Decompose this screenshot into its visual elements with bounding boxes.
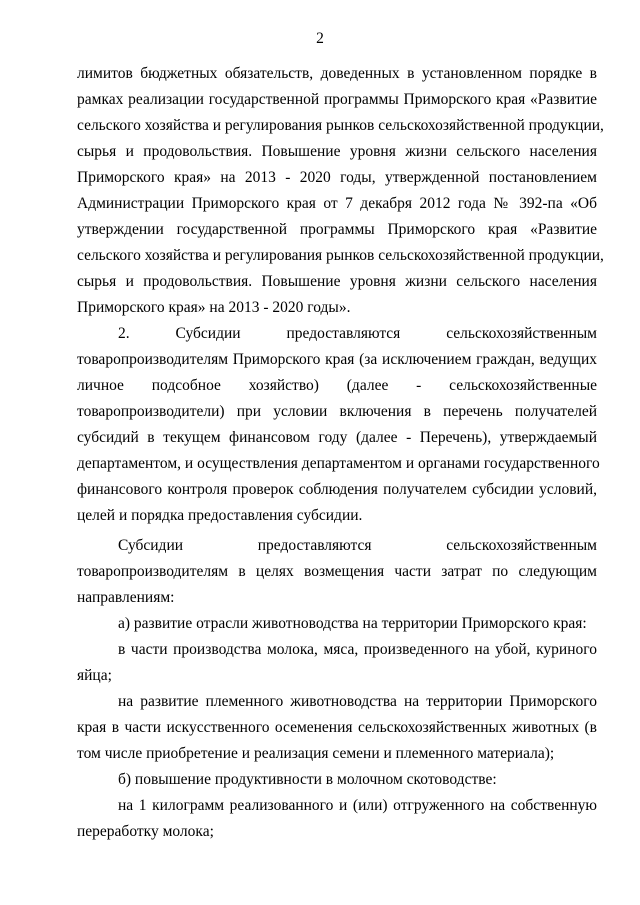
text-line: края в части искусственного осеменения сельскохозяйственных животных (в xyxy=(77,719,597,736)
text-line: целей и порядка предоставления субсидии. xyxy=(77,507,363,524)
text-line: направлениям: xyxy=(77,589,175,606)
text-line: утверждении государственной программы Приморского края «Развитие xyxy=(77,221,597,238)
text-line: 2. Субсидии предоставляются сельскохозяйственным xyxy=(118,325,597,342)
text-line: сырья и продовольствия. Повышение уровня жизни сельского населения xyxy=(77,273,597,290)
text-line: сельского хозяйства и регулирования рынков сельскохозяйственной продукции, xyxy=(77,117,604,134)
page-number: 2 xyxy=(316,30,324,47)
text-line: Приморского края» на 2013 - 2020 годы, утвержденной постановлением xyxy=(77,169,597,186)
text-line: личное подсобное хозяйство) (далее - сельскохозяйственные xyxy=(77,377,597,394)
text-line: сельского хозяйства и регулирования рынков сельскохозяйственной продукции, xyxy=(77,247,604,264)
text-line: Субсидии предоставляются сельскохозяйственным xyxy=(118,537,597,554)
text-line: рамках реализации государственной программы Приморского края «Развитие xyxy=(77,91,597,108)
text-line: сырья и продовольствия. Повышение уровня жизни сельского населения xyxy=(77,143,597,160)
text-line: финансового контроля проверок соблюдения получателем субсидии условий, xyxy=(77,481,597,498)
text-line: б) повышение продуктивности в молочном скотоводстве: xyxy=(118,771,497,788)
text-line: товаропроизводители) при условии включения в перечень получателей xyxy=(77,403,597,420)
text-line: в части производства молока, мяса, произведенного на убой, куриного xyxy=(118,641,597,658)
text-line: лимитов бюджетных обязательств, доведенных в установленном порядке в xyxy=(77,65,597,82)
text-line: том числе приобретение и реализация семени и племенного материала); xyxy=(77,745,555,762)
text-line: а) развитие отрасли животноводства на территории Приморского края: xyxy=(118,615,587,632)
text-line: Администрации Приморского края от 7 декабря 2012 года № 392-па «Об xyxy=(77,195,597,212)
text-line: яйца; xyxy=(77,667,112,684)
text-line: субсидий в текущем финансовом году (далее - Перечень), утверждаемый xyxy=(77,429,597,446)
text-line: Приморского края» на 2013 - 2020 годы». xyxy=(77,299,351,316)
text-line: товаропроизводителям Приморского края (за исключением граждан, ведущих xyxy=(77,351,597,368)
text-line: на развитие племенного животноводства на территории Приморского xyxy=(118,693,597,710)
text-line: переработку молока; xyxy=(77,823,214,840)
text-line: на 1 килограмм реализованного и (или) отгруженного на собственную xyxy=(118,797,597,814)
text-line: товаропроизводителям в целях возмещения части затрат по следующим xyxy=(77,563,597,580)
text-line: департаментом, и осуществления департаментом и органами государственного xyxy=(77,455,600,472)
